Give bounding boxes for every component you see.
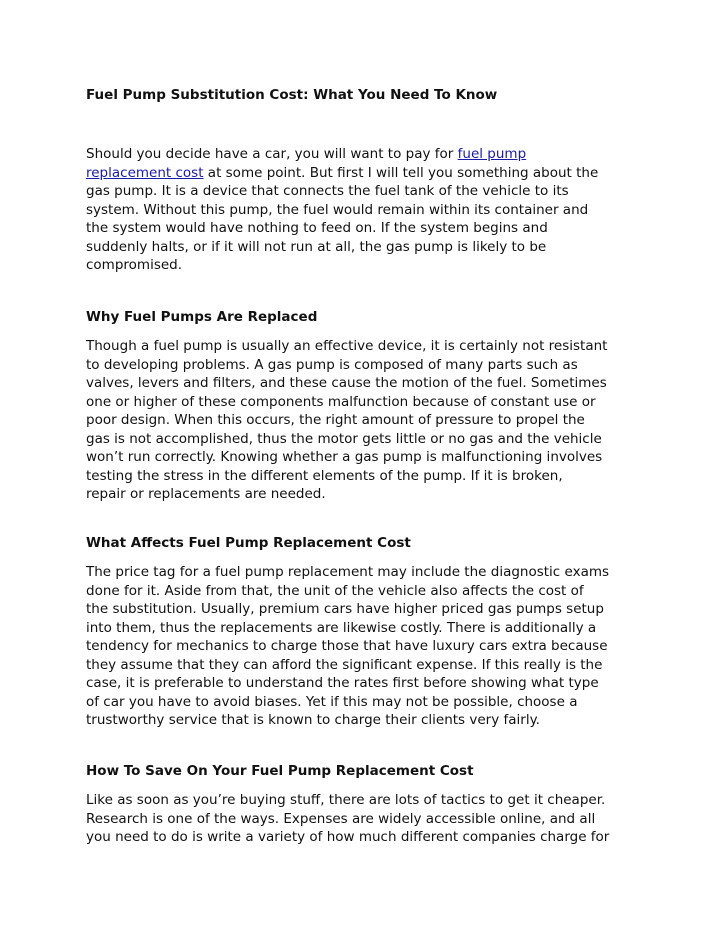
paragraph-line: you need to do is write a variety of how much different companies charge for — [86, 829, 610, 845]
paragraph-line: repair or replacements are needed. — [86, 486, 326, 502]
paragraph-line: Research is one of the ways. Expenses are widely accessible online, and all — [86, 810, 596, 827]
paragraph-line: of car you have to avoid biases. Yet if this may not be possible, choose a — [86, 693, 578, 710]
intro-line-5: the system would have nothing to feed on. If the system begins and — [86, 220, 548, 236]
paragraph-line: into them, thus the replacements are likewise costly. There is additionally a — [86, 619, 597, 636]
paragraph-line: Like as soon as you’re buying stuff, there are lots of tactics to get it cheaper. — [86, 792, 606, 808]
paragraph-line: the substitution. Usually, premium cars have higher priced gas pumps setup — [86, 601, 604, 617]
intro-line-7: compromised. — [86, 257, 183, 273]
paragraph-line: Though a fuel pump is usually an effective device, it is certainly not resistant — [86, 338, 608, 354]
paragraph-line: to developing problems. A gas pump is composed of many parts such as — [86, 356, 578, 373]
paragraph-line: tendency for mechanics to charge those that have luxury cars extra because — [86, 638, 608, 654]
section-heading-how-to-save: How To Save On Your Fuel Pump Replacement Cost — [86, 763, 474, 779]
section-heading-what-affects-cost: What Affects Fuel Pump Replacement Cost — [86, 535, 411, 551]
section-paragraph-what-affects-cost — [86, 563, 646, 730]
intro-line-6: suddenly halts, or if it will not run at all, the gas pump is likely to be — [86, 238, 547, 255]
paragraph-line: one or higher of these components malfunction because of constant use or — [86, 393, 596, 410]
fuel-pump-link-part-1[interactable]: fuel pump — [457, 146, 527, 162]
intro-paragraph — [86, 145, 646, 275]
section-paragraph-why-replaced — [86, 337, 646, 504]
intro-text: Should you decide have a car, you will want to pay for — [86, 146, 458, 162]
paragraph-line: valves, levers and filters, and these cause the motion of the fuel. Sometimes — [86, 375, 607, 391]
paragraph-line: poor design. When this occurs, the right amount of pressure to propel the — [86, 412, 585, 428]
paragraph-line: trustworthy service that is known to charge their clients very fairly. — [86, 712, 540, 728]
intro-line-2 — [86, 164, 646, 183]
paragraph-line: case, it is preferable to understand the rates first before showing what type — [86, 675, 599, 691]
section-paragraph-how-to-save — [86, 791, 646, 847]
paragraph-line: testing the stress in the different elements of the pump. If it is broken, — [86, 467, 563, 484]
intro-text: at some point. But first I will tell you something about the — [203, 164, 599, 181]
intro-line-4: system. Without this pump, the fuel would remain within its container and — [86, 201, 589, 218]
paragraph-line: they assume that they can afford the significant expense. If this really is the — [86, 656, 603, 673]
paragraph-line: gas is not accomplished, thus the motor gets little or no gas and the vehicle — [86, 430, 602, 447]
intro-line-3: gas pump. It is a device that connects the fuel tank of the vehicle to its — [86, 183, 569, 199]
section-heading-why-replaced: Why Fuel Pumps Are Replaced — [86, 309, 318, 325]
document-title: Fuel Pump Substitution Cost: What You Need To Know — [86, 87, 498, 103]
paragraph-line: won’t run correctly. Knowing whether a gas pump is malfunctioning involves — [86, 449, 603, 465]
intro-line-1 — [86, 145, 646, 164]
paragraph-line: done for it. Aside from that, the unit of the vehicle also affects the cost of — [86, 582, 584, 599]
paragraph-line: The price tag for a fuel pump replacement may include the diagnostic exams — [86, 564, 610, 580]
fuel-pump-link-part-2[interactable]: replacement cost — [86, 164, 204, 181]
